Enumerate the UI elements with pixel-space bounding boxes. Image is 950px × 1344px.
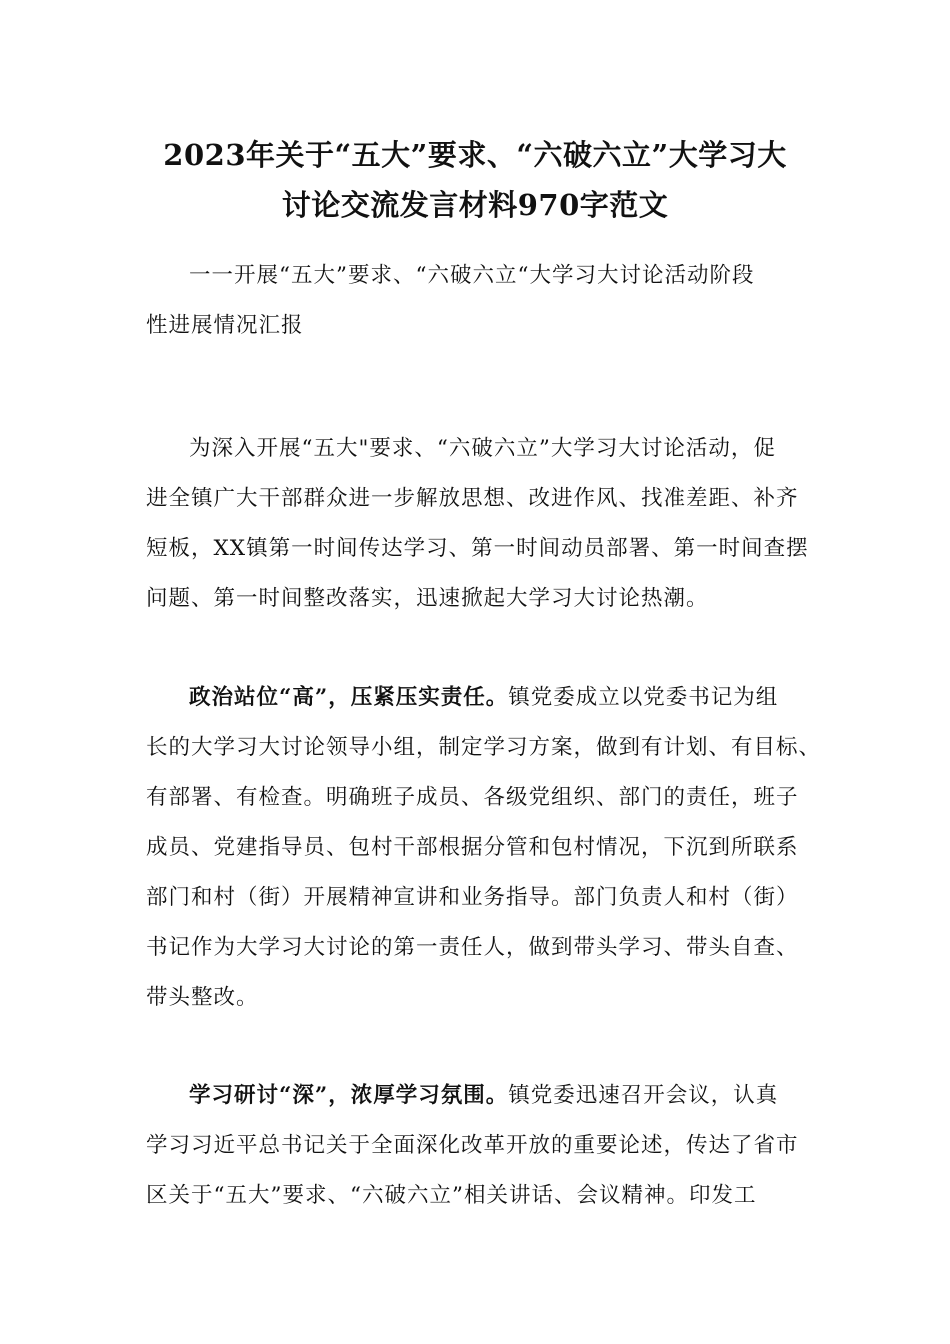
subtitle-line-1: 一一开展“五大”要求、“六破六立“大学习大讨论活动阶段 xyxy=(189,263,755,288)
section-2-line-2: 学习习近平总书记关于全面深化改革开放的重要论述，传达了省市 xyxy=(146,1133,799,1158)
intro-line-2: 进全镇广大干部群众进一步解放思想、改进作风、找准差距、补齐 xyxy=(146,486,799,511)
section-1-paragraph xyxy=(146,673,826,1023)
section-1-line-6: 书记作为大学习大讨论的第一责任人，做到带头学习、带头自查、 xyxy=(146,935,799,960)
section-2-paragraph xyxy=(146,1071,826,1221)
section-1-line-2: 长的大学习大讨论领导小组，制定学习方案，做到有计划、有目标、 xyxy=(146,735,822,760)
section-2-line-1 xyxy=(146,1071,826,1121)
document-title-line-1: 2023年关于“五大”要求、“六破六立”大学习大 xyxy=(163,138,787,172)
section-2-heading: 学习研讨“深”，浓厚学习氛围。 xyxy=(189,1083,509,1108)
section-2-line-3: 区关于“五大”要求、“六破六立”相关讲话、会议精神。印发工 xyxy=(146,1183,757,1208)
document-title-line-2: 讨论交流发言材料970字范文 xyxy=(281,188,669,222)
section-1-line-7: 带头整改。 xyxy=(146,985,259,1010)
section-1-line-1-text: 镇党委成立以党委书记为组 xyxy=(508,685,779,710)
section-1-line-5: 部门和村（街）开展精神宣讲和业务指导。部门负责人和村（街） xyxy=(146,885,799,910)
intro-line-4: 问题、第一时间整改落实，迅速掀起大学习大讨论热潮。 xyxy=(146,586,709,611)
intro-paragraph xyxy=(146,424,826,624)
section-1-line-1 xyxy=(146,673,826,723)
section-2-line-1-text: 镇党委迅速召开会议，认真 xyxy=(508,1083,779,1108)
subtitle-line-2: 性进展情况汇报 xyxy=(146,313,304,338)
subtitle-paragraph xyxy=(146,251,826,351)
section-1-heading: 政治站位“高”，压紧压实责任。 xyxy=(189,685,509,710)
section-1-line-3: 有部署、有检查。明确班子成员、各级党组织、部门的责任，班子 xyxy=(146,785,799,810)
intro-line-1: 为深入开展“五大"要求、“六破六立”大学习大讨论活动，促 xyxy=(189,436,776,461)
section-1-line-4: 成员、党建指导员、包村干部根据分管和包村情况，下沉到所联系 xyxy=(146,835,799,860)
intro-line-3: 短板，XX镇第一时间传达学习、第一时间动员部署、第一时间查摆 xyxy=(146,536,809,561)
